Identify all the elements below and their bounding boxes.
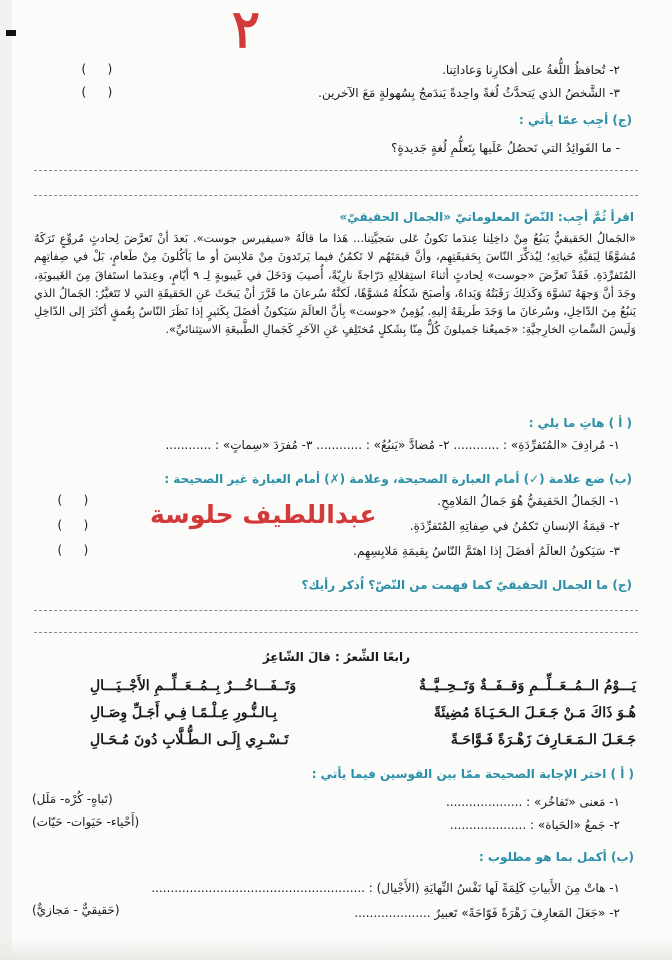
vocab-line: ١- مُرادِفَ «المُتَفرِّدَةِ» : ............ ٢- مُضادَّ «يَنبُعُ» : ............ ٣- مُفرَدَ «سِماتٍ» : ............ [165,438,620,452]
section-b-heading: (ب) ضع علامة (✓) أمام العبارة الصحيحة، وعلامة (✗) أمام العبارة غير الصحيحة : [164,472,632,486]
poetry-b-heading: (ب) أكمل بما هو مطلوب : [478,850,634,864]
statement-3: ٣- سَيَكونُ العالَمُ أفضَلَ إذا اهتَمَّ النّاسُ بِقيمَةِ مَلابِسِهِم. [353,544,620,558]
verse-3-left: تَـسْـرِي إِلَـى الـطُّـلَّابِ دُونَ مُـحَـالِ [90,732,289,748]
task-2-options: (حَقيقيٌّ - مَجازيٌّ) [32,903,120,917]
verse-3-right: جَـعَـلَ الـمَـعَـارِفَ زَهْـرَةً فَـوَّاحَـةً [450,732,636,748]
answer-line[interactable] [34,195,638,196]
answer-bracket-s1[interactable]: ( ) [56,493,96,507]
choice-options-1: (تَباهٍ- كُرْه- مَلَل) [32,792,113,806]
section-c2-heading: (ج) ما الجمال الحقيقيّ كما فهمت من النّصّ؟ اُذكر رأيك؟ [301,578,632,592]
answer-bracket-3[interactable]: ( ) [80,85,120,99]
answer-bracket-s3[interactable]: ( ) [56,543,96,557]
statement-1: ١- الجَمالُ الحَقيقيُّ هُوَ جَمالُ المَلامِحِ. [437,494,620,508]
answer-bracket-2[interactable]: ( ) [80,62,120,76]
answer-line[interactable] [34,610,638,611]
true-false-item-2: ٢- تُحافظُ اللُّغةُ على أفكارِنا وَعاداتِنا. [442,63,620,77]
task-2: ٢- «جَعَلَ المَعارِفَ زَهْرَةً فَوّاحَةً» تَعبيرٌ .................... [354,906,620,920]
poetry-heading: رابعًا الشِّعرُ : قالَ الشّاعِرُ [262,650,410,664]
page-shadow [0,938,672,960]
poetry-a-heading: ( أ ) اختر الإجابة الصحيحة ممّا بين القوسين فيما يأتي : [311,767,634,781]
statement-2: ٢- قيمَةُ الإنسانِ تَكمُنُ في صِفاتِهِ المُتَفرِّدَةِ. [409,519,620,533]
section-a-heading: ( أ ) هاتِ ما يلي : [528,416,632,430]
answer-line[interactable] [34,632,638,633]
task-1: ١- هاتْ مِنَ الأَبياتِ كَلِمَةً لَها نَفْسُ النِّهايَةِ (الأَجْيال) : ........................................................ [151,881,620,895]
answer-bracket-s2[interactable]: ( ) [56,518,96,532]
verse-1-right: يَـــوْمُ الــمُــعَــلِّــمِ وَقــفَــةٌ وَتَــحِــيَّــةٌ [419,678,636,694]
true-false-item-3: ٣- الشَّخصُ الذي يَتحدَّثُ لُغةً واحِدةً يَندَمجُ بِسُهولةٍ مَعَ الآخرين. [318,86,620,100]
verse-1-left: وَتَــفَـــاخُـــرٌ بِــمُــعَــلِّــمِ الأَجْــيَـــالِ [90,678,297,694]
choice-q2: ٢- جَمعُ «الحَياة» : .................... [449,818,620,832]
author-stamp: عبداللطيف حلوسة [150,500,377,529]
page-number: ٢ [232,0,260,60]
reading-heading: اقرأ ثُمَّ أجِب: النّصّ المعلوماتيّ «الجمال الحقيقيّ» [339,210,634,224]
choice-q1: ١- مَعنى «تَفاخُر» : .................... [445,795,620,809]
answer-line[interactable] [34,170,638,171]
verse-2-left: بِـالـنُّـورِ عِـلْـمًـا فِـي أَجَـلِّ وِصَـالِ [90,705,277,721]
verse-2-right: هُـوَ ذَاكَ مَـنْ جَـعَـلَ الـحَـيَـاةَ مُضِيئَةً [433,705,636,721]
reading-passage: «الجَمالُ الحَقيقيُّ يَنبُعُ مِنْ داخِلِنا عِندَما نَكونُ عَلى سَجيَّتِنا... هَذا ما قالَهُ «سيفيرس جوست». بَعدَ أنْ تَعرَّضَ لِحادثٍ مُروِّعٍ تَرَكَهُ مُشوَّهًا لِبَقيَّةِ حَياتِهِ؛ لِيُذكِّرَ النّاسَ بِحَقيقَتِهِم، وأنَّ قيمَتَهُم لا تَكمُنُ فيما يَرتَدونَ مِنْ مَلابِسَ أو ما يَأكُلونَ مِنْ طَعامٍ، بَلْ في صِفاتِهِم المُتَفرِّدَةِ. فَقَدْ تَعرَّضَ «جوست» لِحادثٍ أثناءَ استِقلالِهِ دَرّاجةً نارِيّةً، أُصيبَ وَدَخَلَ في غَيبوبةٍ لِـ ٩ أيّامٍ، وعِندَما استَفاقَ مِنَ الغَيبوبَةِ، وجَدَ أنَّ وَجهَهُ تَشوَّهَ وَكَذلِكَ رَقَبَتُهُ وَيَداهُ، وَأصبَحَ شَكلُهُ مُشوَّهًا، لَكنَّهُ سُرعانَ ما قَرَّرَ أنْ يَبحَثَ عَنِ الحَقيقَةِ التي لا تَتَغيَّرُ: الجَمالُ الذي يَنبُعُ مِنَ الدّاخِلِ، وسُرعانَ ما وَجَدَ طَريقَهُ إليهِ. يُؤمِنُ «جوست» بِأنَّ العالَمَ سَيَكونُ أفضَلَ بِكَثيرٍ إذا نَظَرَ النّاسُ بِعُمقٍ أكثَرَ إلى الدّاخِلِ وَلَيسَ السِّماتِ الخارِجيَّةِ: «جَميعُنا جَميلونَ كُلٌّ مِنّا بِشَكلٍ مُختَلِفٍ عَنِ الآخَرِ كَجَمالِ الطَّبيعَةِ الاستِثنائيِّ». [34,232,636,337]
question-c: - ما الفَوائِدُ التي نَحصُلُ عَلَيها بِتَعلُّمِ لُغةٍ جَديدةٍ؟ [391,141,620,155]
choice-options-2: (أَحْياء- حَيَوات- حَيّات) [32,815,140,829]
corner-mark [6,30,16,36]
section-c-heading: (ج) أجِب عمّا يأتي : [519,113,632,127]
sheet-edge [0,0,12,960]
